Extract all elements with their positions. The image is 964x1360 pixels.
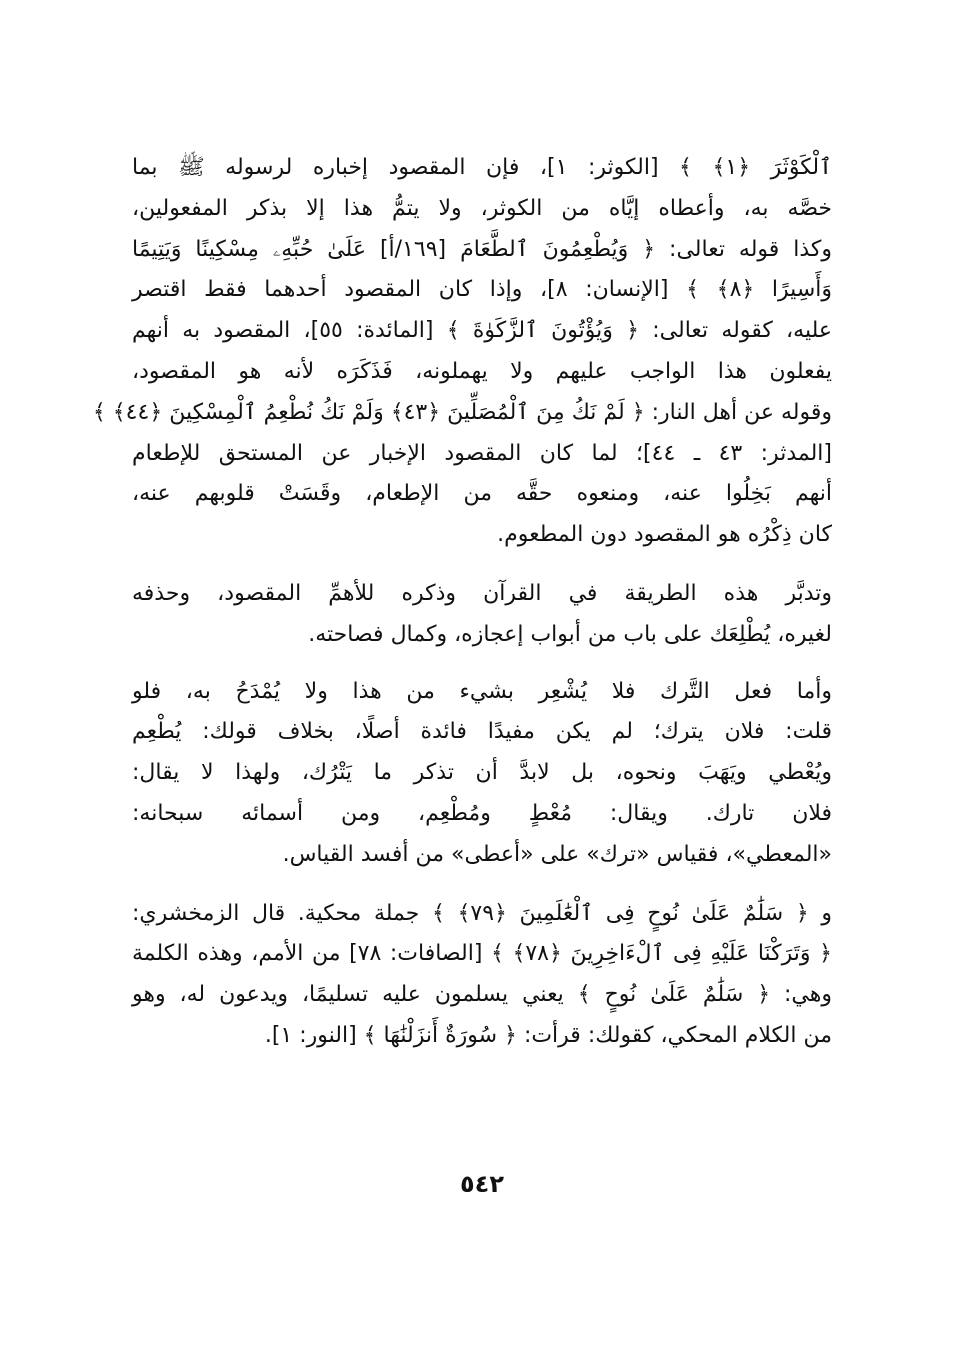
text-line: يفعلون هذا الواجب عليهم ولا يهملونه، فَذَكَرَه لأنه هو المقصود، bbox=[132, 358, 832, 384]
paragraph-1 bbox=[92, 148, 833, 556]
paragraph-2 bbox=[132, 574, 832, 656]
text-line: ٱلْكَوْثَرَ ﴿١﴾ ﴾ [الكوثر: ١]، فإن المقصود إخباره لرسوله ﷺ بما bbox=[132, 155, 832, 180]
text-line: لغيره، يُطْلِعَك على باب من أبواب إعجازه، وكمال فصاحته. bbox=[308, 621, 832, 647]
text-line: قلت: فلان يترك؛ لم يكن مفيدًا فائدة أصلًا، بخلاف قولك: يُطْعِم bbox=[132, 719, 832, 745]
page-body bbox=[92, 148, 833, 1057]
text-line: من الكلام المحكي، كقولك: قرأت: ﴿ سُورَةٌ أَنزَلْنَٰهَا ﴾ [النور: ١]. bbox=[264, 1022, 832, 1048]
text-line: وَأَسِيرًا ﴿٨﴾ ﴾ [الإنسان: ٨]، وإذا كان المقصود أحدهما فقط اقتصر bbox=[132, 277, 832, 303]
text-line: أنهم بَخِلُوا عنه، ومنعوه حقَّه من الإطعام، وقَسَتْ قلوبهم عنه، bbox=[132, 481, 832, 507]
text-line: ويُعْطي ويَهَبَ ونحوه، بل لابدَّ أن تذكر ما يَتْرُك، ولهذا لا يقال: bbox=[132, 760, 832, 786]
text-line: وقوله عن أهل النار: ﴿ لَمْ نَكُ مِنَ ٱلْمُصَلِّينَ ﴿٤٣﴾ وَلَمْ نَكُ نُطْعِمُ ٱلْمِسْكِينَ ﴿٤٤﴾ ﴾ bbox=[92, 399, 832, 425]
paragraph-3 bbox=[132, 672, 832, 876]
text-line: فلان تارك. ويقال: مُعْطٍ ومُطْعِم، ومن أسمائه سبحانه: bbox=[132, 800, 832, 826]
text-line: و ﴿ سَلَٰمٌ عَلَىٰ نُوحٍ فِى ٱلْعَٰلَمِينَ ﴿٧٩﴾ ﴾ جملة محكية. قال الزمخشري: bbox=[132, 900, 832, 926]
text-line: خصَّه به، وأعطاه إيَّاه من الكوثر، ولا يتمُّ هذا إلا بذكر المفعولين، bbox=[132, 195, 832, 221]
paragraph-4 bbox=[132, 894, 832, 1057]
text-line: وهي: ﴿ سَلَٰمٌ عَلَىٰ نُوحٍ ﴾ يعني يسلمون عليه تسليمًا، ويدعون له، وهو bbox=[132, 982, 832, 1008]
text-line: وتدبَّر هذه الطريقة في القرآن وذكره للأهمِّ المقصود، وحذفه bbox=[132, 580, 832, 606]
paragraph-spacer bbox=[132, 876, 832, 894]
text-line: عليه، كقوله تعالى: ﴿ وَيُؤْتُونَ ٱلزَّكَوٰةَ ﴾ [المائدة: ٥٥]، المقصود به أنهم bbox=[132, 318, 832, 344]
text-line: كان ذِكْرُه هو المقصود دون المطعوم. bbox=[497, 522, 832, 548]
page-number: ٥٤٢ bbox=[460, 1170, 504, 1198]
text-line: وأما فعل التَّرك فلا يُشْعِر بشيء من هذا ولا يُمْدَحُ به، فلو bbox=[132, 678, 832, 704]
paragraph-spacer bbox=[132, 556, 832, 574]
text-line: «المعطي»، فقياس «ترك» على «أعطى» من أفسد القياس. bbox=[282, 841, 832, 867]
paragraph-spacer bbox=[132, 656, 832, 672]
text-line: ﴿ وَتَرَكْنَا عَلَيْهِ فِى ٱلْءَاخِرِينَ ﴿٧٨﴾ ﴾ [الصافات: ٧٨] من الأمم، وهذه الكلمة bbox=[132, 941, 832, 967]
text-line: وكذا قوله تعالى: ﴿ وَيُطْعِمُونَ ٱلطَّعَامَ [١٦٩/أ] عَلَىٰ حُبِّهِۦ مِسْكِينًا وَيَتِيمًا bbox=[132, 236, 833, 262]
text-line: [المدثر: ٤٣ ـ ٤٤]؛ لما كان المقصود الإخبار عن المستحق للإطعام bbox=[132, 440, 832, 466]
